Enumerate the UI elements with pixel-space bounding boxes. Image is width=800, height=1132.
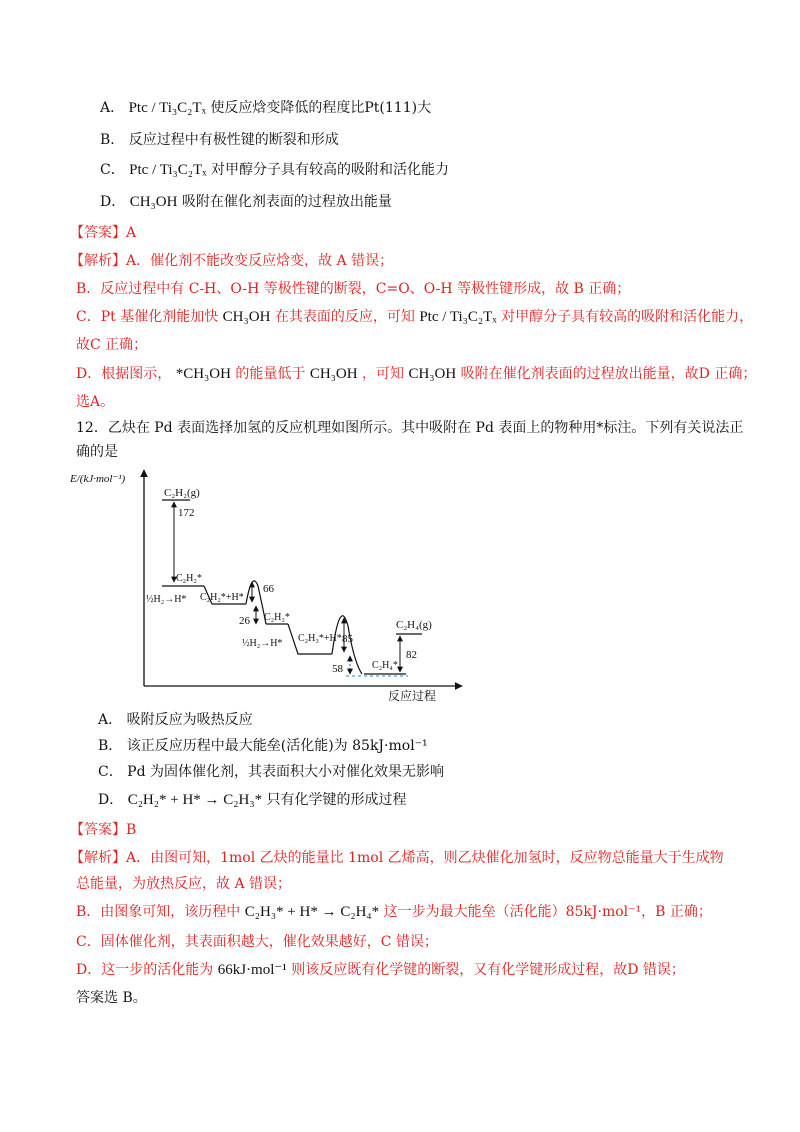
q11-answer [70,223,136,243]
option-formula: Ptc / Ti₃C₂Tₓ [128,100,206,116]
q12-option-a [98,710,253,730]
q11-option-d [100,192,392,212]
option-key: C． [100,162,125,178]
analysis-formula: C₂H₃* + H* → C₂H₄* [244,904,380,920]
option-text: Pd 为固体催化剂，其表面积大小对催化效果无影响 [127,764,445,780]
q11-option-c [100,160,449,180]
answer-value: B [126,822,137,838]
analysis-text: 的能量低于 [235,366,306,382]
value-85: 85 [342,633,353,645]
question-stem: 确的是 [76,444,118,460]
value-58: 58 [332,663,343,675]
option-key: B． [100,132,125,148]
q12-answer [70,820,136,840]
q12-analysis-2 [76,874,291,894]
analysis-text: 则该反应既有化学键的断裂，又有化学键形成过程，故D 错误； [291,962,685,978]
q12-option-d [98,790,407,810]
analysis-text: C．Pt 基催化剂能加快 [76,309,219,325]
option-text: 吸附反应为吸热反应 [126,712,253,728]
label-half-h2-1: ½H₂→H* [146,594,187,605]
q12-analysis-1 [70,848,724,868]
analysis-text: 总能量，为放热反应，故 A 错误； [76,876,292,892]
analysis-text: B．反应过程中有 C-H、O-H 等极性键的断裂，C=O、O-H 等极性键形成，故 B 正确； [76,281,631,297]
label-c2h2-h: C₂H₂*+H* [200,592,244,603]
option-text: 吸附在催化剂表面的过程放出能量 [181,194,392,210]
q11-analysis-1 [70,251,393,271]
analysis-text: B．由图象可知，该历程中 [76,904,241,920]
q12-option-c [98,762,444,782]
value-172: 172 [178,507,195,519]
analysis-formula: 66kJ·mol⁻¹ [217,962,287,978]
analysis-formula: CH₃OH [222,309,271,325]
analysis-label: 【解析】 [70,253,126,269]
option-text: 只有化学键的形成过程 [266,792,407,808]
analysis-text: A．催化剂不能改变反应焓变，故 A 错误； [126,253,394,269]
q12-analysis-4 [76,932,438,952]
label-c2h4-gas: C₂H₄(g) [396,619,432,631]
analysis-text: A．由图可知，1mol 乙炔的能量比 1mol 乙烯高，则乙炔催化加氢时，反应物总能量大于生成物 [126,850,724,866]
q11-analysis-2 [76,279,630,299]
q11-analysis-6 [76,392,114,412]
q12-analysis-6 [76,988,147,1008]
option-key: C． [98,764,123,780]
analysis-formula: CH₃OH [309,366,358,382]
analysis-formula: CH₃OH [408,366,457,382]
analysis-text: 答案选 B。 [76,990,147,1006]
q12-stem-2 [76,442,118,462]
y-axis-label: E/(kJ·mol⁻¹) [70,473,126,485]
option-text: 该正反应历程中最大能垒(活化能)为 85kJ·mol⁻¹ [126,738,428,754]
q11-analysis-5 [76,364,756,384]
label-c2h4-ads: C₂H₄* [372,660,398,671]
analysis-text: 对甲醇分子具有较高的吸附和活化能力， [501,309,754,325]
option-key: A． [98,712,123,728]
value-82: 82 [406,649,417,661]
option-key: D． [100,194,126,210]
label-c2h2-ads: C₂H₂* [176,573,202,584]
q11-option-b [100,130,339,150]
option-formula: C₂H₂* + H* → C₂H₃* [127,792,263,808]
analysis-text: 选A。 [76,394,115,410]
energy-profile-diagram [66,466,466,702]
q12-option-b [98,736,428,756]
option-formula: CH₃OH [129,194,178,210]
analysis-text: 故C 正确； [76,337,148,353]
value-26: 26 [239,615,250,627]
analysis-text: 在其表面的反应，可知 [274,309,415,325]
value-66: 66 [263,583,274,595]
q11-analysis-3 [76,307,753,327]
analysis-formula: *CH₃OH [175,366,231,382]
label-half-h2-2: ½H₂→H* [242,638,283,649]
analysis-text: D．这一步的活化能为 [76,962,214,978]
analysis-text: 这一步为最大能垒（活化能）85kJ·mol⁻¹，B 正确； [383,904,712,920]
q12-analysis-3 [76,902,712,922]
option-text: 对甲醇分子具有较高的吸附和活化能力 [210,162,449,178]
label-c2h3-h: C₂H₃*+H* [298,633,342,644]
analysis-text: C．固体催化剂，其表面积越大，催化效果越好，C 错误； [76,934,438,950]
analysis-label: 【解析】 [70,850,126,866]
option-formula: Ptc / Ti₃C₂Tₓ [129,162,207,178]
q12-analysis-5 [76,960,685,980]
option-text: 反应过程中有极性键的断裂和形成 [128,132,339,148]
answer-label: 【答案】 [70,225,126,241]
option-key: B． [98,738,123,754]
answer-value: A [126,225,137,241]
analysis-text: ，可知 [362,366,405,382]
label-c2h3: C₂H₃* [264,612,290,623]
option-text: 使反应焓变降低的程度比Pt(111)大 [210,100,432,116]
analysis-text: 吸附在催化剂表面的过程放出能量，故D 正确； [460,366,757,382]
analysis-formula: Ptc / Ti₃C₂Tₓ [419,309,497,325]
label-c2h2-gas: C₂H₂(g) [164,487,200,499]
analysis-text: D．根据图示， [76,366,172,382]
question-stem: 12．乙炔在 Pd 表面选择加氢的反应机理如图所示。其中吸附在 Pd 表面上的物种用*标注。下列有关说法正 [76,420,744,436]
answer-label: 【答案】 [70,822,126,838]
q11-option-a [100,98,431,118]
option-key: A． [100,100,125,116]
q12-stem-1 [76,418,743,438]
q11-analysis-4 [76,335,147,355]
x-axis-label: 反应过程 [388,689,437,702]
option-key: D． [98,792,124,808]
